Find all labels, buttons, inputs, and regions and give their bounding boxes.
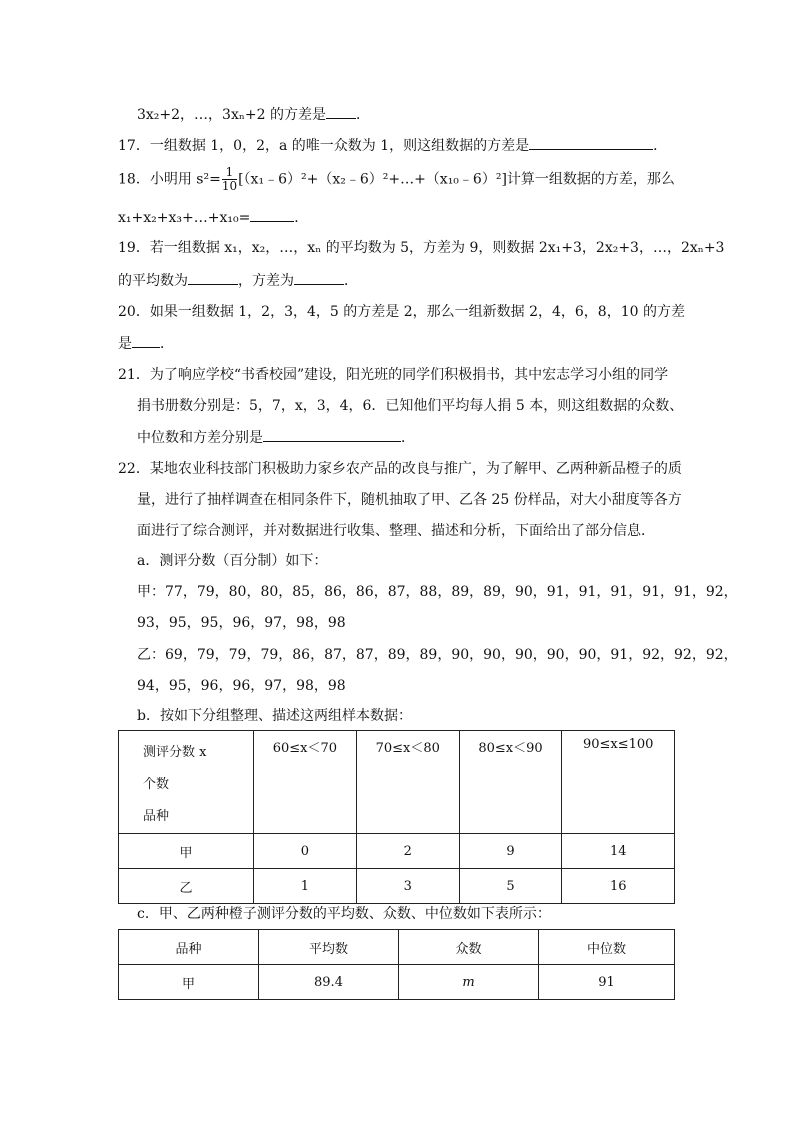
question-21: 21．为了响应学校“书香校园”建设，阳光班的同学们积极捐书，其中宏志学习小组的同学: [118, 367, 669, 383]
q16-continuation: 3x₂+2，…，3xₙ+2 的方差是 ．: [137, 104, 370, 125]
question-22: 22．某地农业科技部门积极助力家乡农产品的改良与推广，为了解甲、乙两种新品橙子的质: [118, 461, 682, 477]
header-diagonal-cell: 测评分数 x 个数 品种: [119, 731, 254, 834]
count-cell: 2: [356, 834, 459, 869]
answer-blank[interactable]: [263, 427, 401, 442]
range-header: 70≤x＜80: [356, 731, 459, 834]
mean-cell: 89.4: [259, 965, 399, 1000]
variety-cell: 甲: [119, 965, 259, 1000]
jia-scores-line2: 93，95，95，96，97，98，98: [137, 615, 346, 631]
range-header: 80≤x＜90: [459, 731, 562, 834]
answer-blank[interactable]: [294, 270, 344, 285]
yi-scores-line2: 94，95，96，96，97，98，98: [137, 678, 346, 694]
median-cell: 91: [539, 965, 675, 1000]
question-19-line2: 的平均数为 ，方差为 ．: [118, 270, 358, 291]
answer-blank[interactable]: [132, 333, 160, 348]
question-17: 17．一组数据 1，0，2，a 的唯一众数为 1，则这组数据的方差是 ．: [118, 135, 667, 156]
count-cell: 9: [459, 834, 562, 869]
question-21-line2: 捐书册数分别是：5，7，x，3，4，6．已知他们平均每人捐 5 本，则这组数据的众数、: [137, 398, 684, 414]
count-cell: 14: [562, 834, 675, 869]
statistics-table: [118, 929, 675, 1000]
column-header: 平均数: [259, 930, 399, 965]
question-20: 20．如果一组数据 1，2，3，4，5 的方差是 2，那么一组新数据 2，4，6，8，10 的方差: [118, 304, 685, 320]
column-header: 中位数: [539, 930, 675, 965]
count-cell: 3: [356, 869, 459, 904]
fraction: $\frac{1}{10}$: [221, 165, 238, 193]
count-cell: 1: [254, 869, 357, 904]
yi-scores-line1: 乙：69，79，79，79，86，87，87，89，89，90，90，90，90，90，91，92，92，92，: [137, 647, 738, 663]
question-19: 19．若一组数据 x₁，x₂，…，xₙ 的平均数为 5，方差为 9，则数据 2x₁+3，2x₂+3，…，2xₙ+3: [118, 240, 725, 256]
count-cell: 0: [254, 834, 357, 869]
answer-blank[interactable]: [250, 207, 294, 222]
question-20-line2: 是 ．: [118, 333, 174, 354]
mode-cell: m: [399, 965, 539, 1000]
question-18: 18．小明用 s²= $\frac{1}{10}$ [（x₁﹣6）²+（x₂﹣6）²+…+（x₁₀﹣6）²]计算一组数据的方差，那么: [118, 165, 675, 193]
section-b-label: b．按如下分组整理、描述这两组样本数据：: [137, 708, 412, 724]
column-header: 众数: [399, 930, 539, 965]
count-cell: 5: [459, 869, 562, 904]
count-cell: 16: [562, 869, 675, 904]
section-c-label: c．甲、乙两种橙子测评分数的平均数、众数、中位数如下表所示：: [137, 906, 551, 922]
question-22-line3: 面进行了综合测评，并对数据进行收集、整理、描述和分析，下面给出了部分信息．: [137, 523, 655, 539]
question-21-line3: 中位数和方差分别是 ．: [137, 427, 415, 448]
grouping-table: [118, 730, 675, 904]
variety-cell: 甲: [119, 834, 254, 869]
answer-blank[interactable]: [188, 270, 238, 285]
question-18-line2: x₁+x₂+x₃+…+x₁₀= ．: [118, 207, 308, 228]
section-a-label: a．测评分数（百分制）如下：: [137, 553, 328, 569]
jia-scores-line1: 甲：77，79，80，80，85，86，86，87，88，89，89，90，91，91，91，91，91，92，: [137, 584, 738, 600]
question-22-line2: 量，进行了抽样调查在相同条件下，随机抽取了甲、乙各 25 份样品，对大小甜度等各方: [137, 492, 682, 508]
table-row: [119, 834, 675, 869]
variety-cell: 乙: [119, 869, 254, 904]
answer-blank[interactable]: [326, 104, 356, 119]
answer-blank[interactable]: [529, 135, 653, 150]
column-header: 品种: [119, 930, 259, 965]
range-header: 90≤x≤100: [562, 731, 675, 834]
table-row: [119, 965, 675, 1000]
range-header: 60≤x＜70: [254, 731, 357, 834]
table-row: [119, 869, 675, 904]
